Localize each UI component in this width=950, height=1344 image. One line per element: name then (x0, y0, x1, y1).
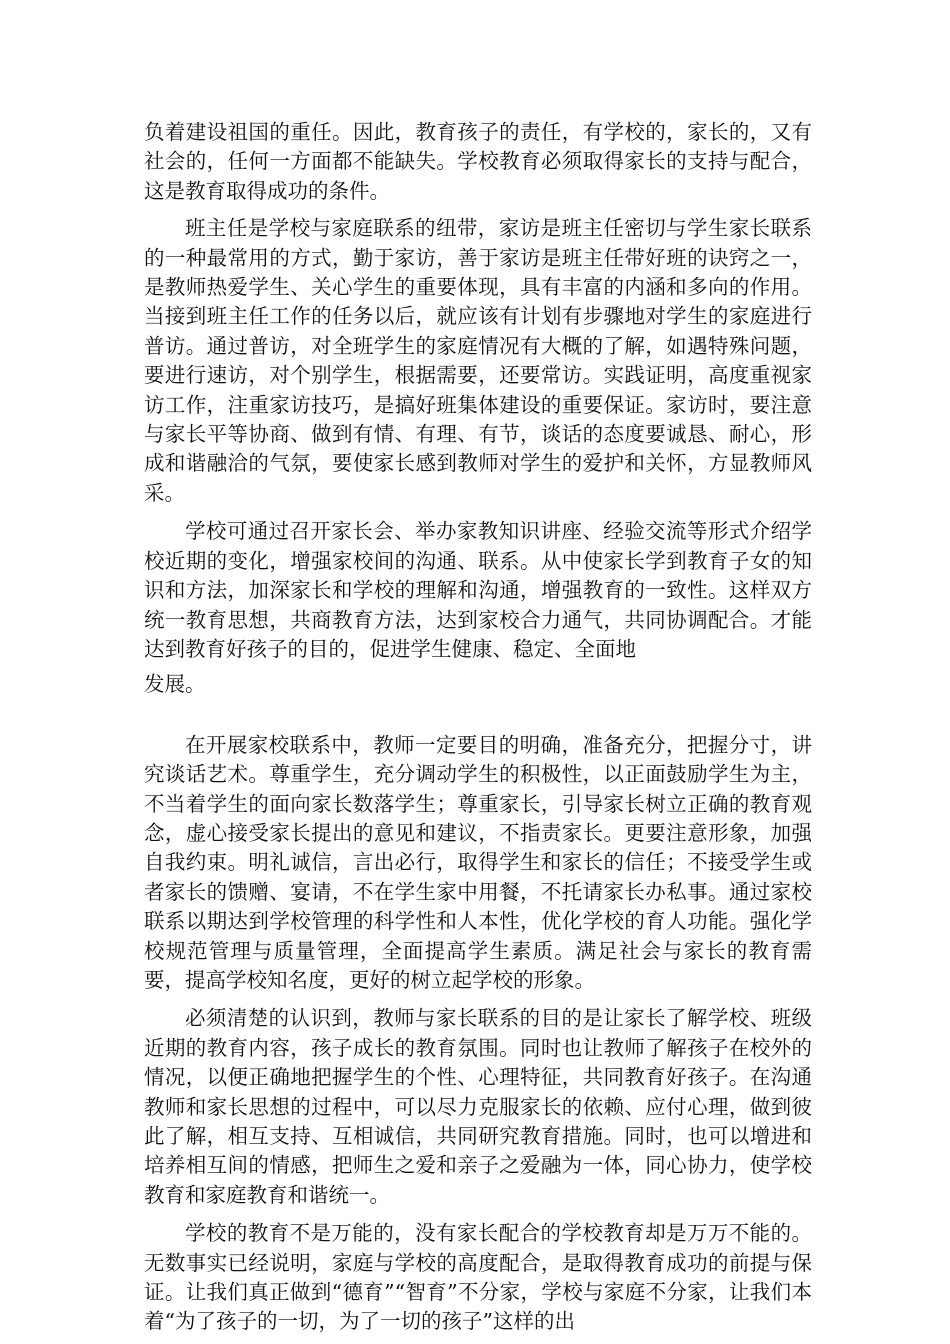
document-body (144, 118, 812, 1337)
paragraph-home-visits: 班主任是学校与家庭联系的纽带，家访是班主任密切与学生家长联系的一种最常用的方式，勤于家访，善于家访是班主任带好班的诀窍之一，是教师热爱学生、关心学生的重要体现，具有丰富的内涵和多向的作用。当接到班主任工作的任务以后，就应该有计划有步骤地对学生的家庭进行普访。通过普访，对全班学生的家庭情况有大概的了解，如遇特殊问题，要进行速访，对个别学生，根据需要，还要常访。实践证明，高度重视家访工作，注重家访技巧，是搞好班集体建设的重要保证。家访时，要注意与家长平等协商、做到有情、有理、有节，谈话的态度要诚恳、耐心，形成和谐融洽的气氛，要使家长感到教师对学生的爱护和关怀，方显教师风采。 (144, 216, 812, 505)
paragraph-parent-meetings-text: 学校可通过召开家长会、举办家教知识讲座、经验交流等形式介绍学校近期的变化，增强家校间的沟通、联系。从中使家长学到教育子女的知识和方法，加深家长和学校的理解和沟通，增强教育的一致性。这样双方统一教育思想，共商教育方法，达到家校合力通气，共同协调配合。才能达到教育好孩子的目的，促进学生健康、稳定、全面地 (144, 519, 812, 661)
paragraph-teacher-conduct: 在开展家校联系中，教师一定要目的明确，准备充分，把握分寸，讲究谈话艺术。尊重学生，充分调动学生的积极性，以正面鼓励学生为主，不当着学生的面向家长数落学生；尊重家长，引导家长树立正确的教育观念，虚心接受家长提出的意见和建议，不指责家长。更要注意形象，加强自我约束。明礼诚信，言出必行，取得学生和家长的信任；不接受学生或者家长的馈赠、宴请，不在学生家中用餐，不托请家长办私事。通过家校联系以期达到学校管理的科学性和人本性，优化学校的育人功能。强化学校规范管理与质量管理，全面提高学生素质。满足社会与家长的教育需要，提高学校知名度，更好的树立起学校的形象。 (144, 732, 812, 992)
paragraph-parent-meetings (144, 517, 812, 699)
paragraph-communication-purpose: 必须清楚的认识到，教师与家长联系的目的是让家长了解学校、班级近期的教育内容，孩子成长的教育氛围。同时也让教师了解孩子在校外的情况，以便正确地把握学生的个性、心理特征，共同教育好孩子。在沟通教师和家长思想的过程中，可以尽力克服家长的依赖、应付心理，做到彼此了解，相互支持、互相诚信，共同研究教育措施。同时，也可以增进和培养相互间的情感，把师生之爱和亲子之爱融为一体，同心协力，使学校教育和家庭教育和谐统一。 (144, 1006, 812, 1207)
paragraph-conclusion: 学校的教育不是万能的，没有家长配合的学校教育却是万万不能的。无数事实已经说明，家庭与学校的高度配合，是取得教育成功的前提与保证。让我们真正做到“德育”“智育”不分家，学校与家庭不分家，让我们本着“为了孩子的一切，为了一切的孩子”这样的出 (144, 1221, 812, 1334)
paragraph-continuation: 负着建设祖国的重任。因此，教育孩子的责任，有学校的，家长的，又有社会的，任何一方面都不能缺失。学校教育必须取得家长的支持与配合，这是教育取得成功的条件。 (144, 120, 812, 203)
paragraph-parent-meetings-last-line: 发展。 (144, 672, 206, 697)
